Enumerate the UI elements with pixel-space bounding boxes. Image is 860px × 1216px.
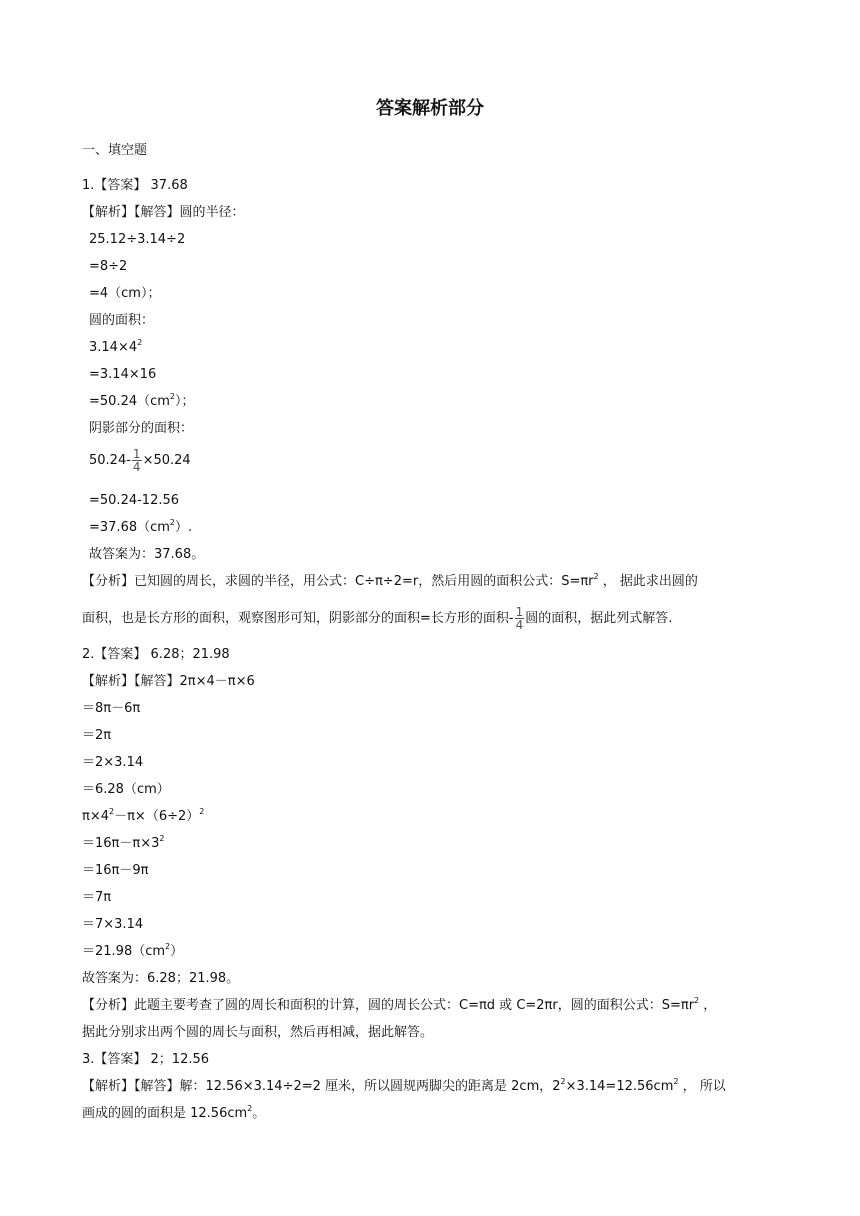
q1-step: =50.24-12.56: [89, 493, 180, 508]
q2-analysis: 据此分别求出两个圆的周长与面积，然后再相减，据此解答。: [82, 1025, 434, 1040]
q1-step: 25.12÷3.14÷2: [89, 232, 186, 247]
page-title: 答案解析部分: [376, 98, 484, 119]
q1-analysis: 【分析】已知圆的周长，求圆的半径，用公式：C÷π÷2=r，然后用圆的面积公式：$S=\pi r^2$ ， 据此求出圆的: [82, 572, 698, 589]
q2-analysis: 【分析】此题主要考查了圆的周长和面积的计算，圆的周长公式：C=πd 或 C=2πr，圆的面积公式：$S=\pi r^2$ ，: [82, 996, 717, 1013]
q2-conclusion: 故答案为：6.28；21.98。: [82, 971, 240, 986]
fraction: $\frac{1}{4}$: [515, 605, 524, 632]
q2-step: ＝2π: [82, 728, 112, 743]
q1-step: 圆的面积：: [89, 313, 155, 328]
q2-step: ＝6.28（cm）: [82, 782, 170, 797]
q2-answer: 2.【答案】 6.28；21.98: [82, 647, 230, 662]
q2-step: $=21.98(cm^2)$: [82, 942, 184, 959]
q2-step: ＝16π－9π: [82, 863, 149, 878]
q2-step: $\pi\times 4^2-\pi\times(6\div 2)^2$: [82, 807, 205, 824]
q3-answer: 3.【答案】 2；12.56: [82, 1052, 210, 1067]
q1-step: 50.24- $\frac{1}{4}$ ×50.24: [89, 447, 191, 474]
q2-step: ＝2×3.14: [82, 755, 144, 770]
q2-step: ＝7π: [82, 890, 112, 905]
q1-analysis: 面积，也是长方形的面积，观察图形可知，阴影部分的面积=长方形的面积- $\frac{1}{4}$ 圆的面积，据此列式解答.: [82, 605, 673, 632]
q1-conclusion: 故答案为：37.68。: [89, 547, 205, 562]
q1-step: 阴影部分的面积：: [89, 421, 194, 436]
fraction: $\frac{1}{4}$: [132, 447, 141, 474]
q2-step: ＝8π－6π: [82, 701, 141, 716]
q1-step: $=50.24(cm^2)$；: [89, 392, 195, 409]
q1-step: $=37.68(cm^2)$.: [89, 518, 193, 535]
q1-step: =4（cm）；: [89, 286, 161, 301]
q1-step: $3.14\times 4^2$: [89, 338, 143, 355]
q2-analysis-head: 【解析】【解答】2π×4－π×6: [82, 674, 255, 689]
q2-step: ＝7×3.14: [82, 917, 144, 932]
q3-analysis: 画成的圆的面积是 $12.56cm^2$。: [82, 1104, 266, 1121]
q1-answer: 1.【答案】 37.68: [82, 178, 188, 193]
q3-analysis: 【解析】【解答】解：12.56×3.14÷2=2 厘米，所以圆规两脚尖的距离是 2cm，$2^2\times 3.14=12.56cm^2$ ， 所以: [82, 1077, 726, 1094]
q1-step: =3.14×16: [89, 367, 157, 382]
q2-step: $=16\pi-\pi\times 3^2$: [82, 834, 165, 851]
q1-step: =8÷2: [89, 259, 128, 274]
section-heading: 一、填空题: [82, 143, 148, 158]
q1-analysis-head: 【解析】【解答】圆的半径：: [82, 205, 245, 220]
